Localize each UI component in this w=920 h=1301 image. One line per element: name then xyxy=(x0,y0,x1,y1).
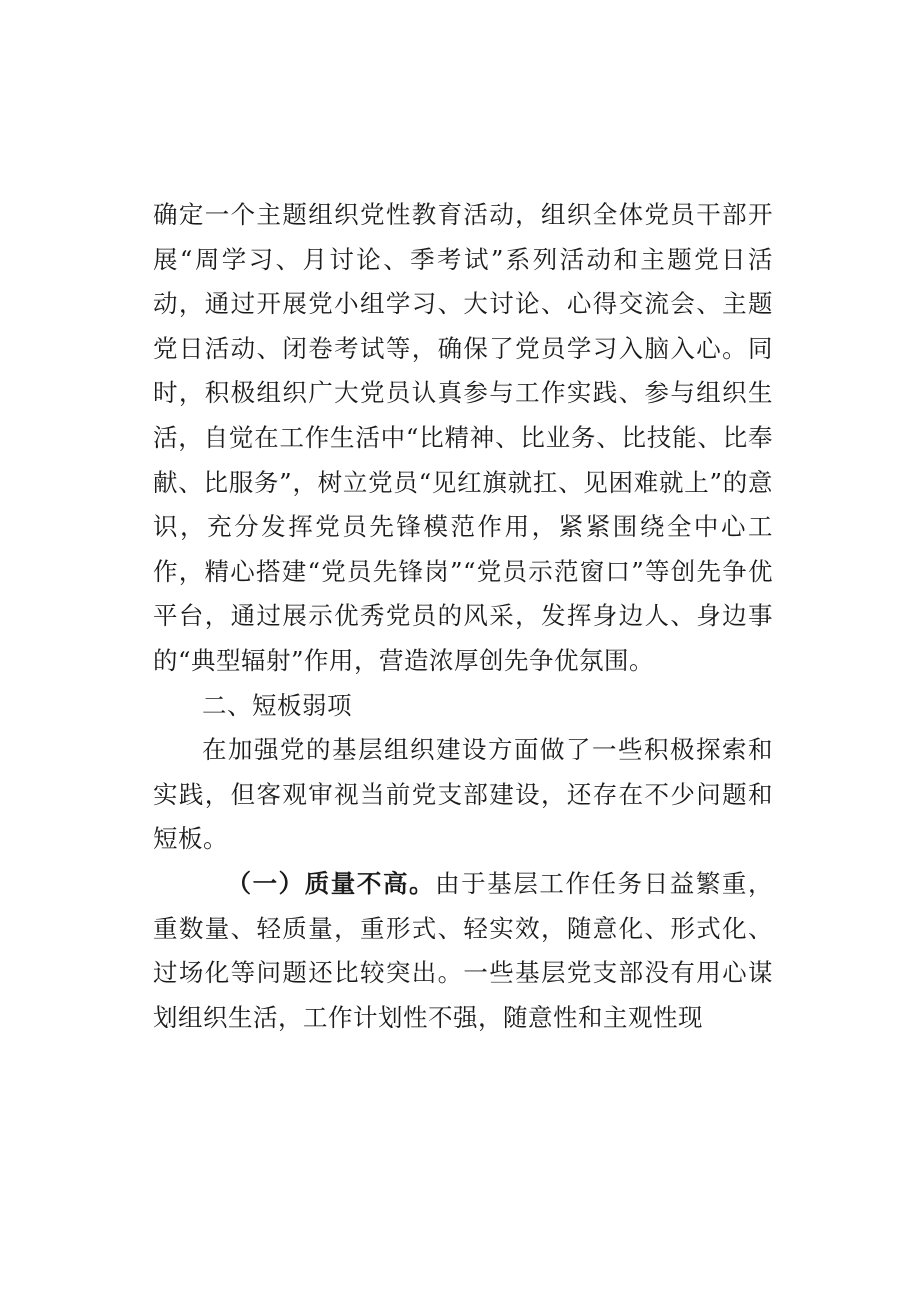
body-paragraph-continued: 确定一个主题组织党性教育活动，组织全体党员干部开展“周学习、月讨论、季考试”系列活动和主题党日活动，通过开展党小组学习、大讨论、心得交流会、主题党日活动、闭卷考试等，确保了党员学习入脑入心。同时，积极组织广大党员认真参与工作实践、参与组织生活，自觉在工作生活中“比精神、比业务、比技能、比奉献、比服务”，树立党员“见红旗就扛、见困难就上”的意识，充分发挥党员先锋模范作用，紧紧围绕全中心工作，精心搭建“党员先锋岗”“党员示范窗口”等创先争优平台，通过展示优秀党员的风采，发挥身边人、身边事的“典型辐射”作用，营造浓厚创先争优氛围。 xyxy=(153,200,773,675)
section-heading: 二、短板弱项 xyxy=(202,690,352,720)
body-paragraph-item-1 xyxy=(153,862,773,1040)
item-body-text: 由于基层工作任务日益繁重，重数量、轻质量，重形式、轻实效，随意化、形式化、过场化等问题还比较突出。一些基层党支部没有用心谋划组织生活，工作计划性不强，随意性和主观性现 xyxy=(153,868,774,1032)
item-lead-text: （一）质量不高。 xyxy=(226,868,436,898)
body-paragraph-intro: 在加强党的基层组织建设方面做了一些积极探索和实践，但客观审视当前党支部建设，还存在不少问题和短板。 xyxy=(153,735,773,854)
document-page xyxy=(153,193,773,1040)
